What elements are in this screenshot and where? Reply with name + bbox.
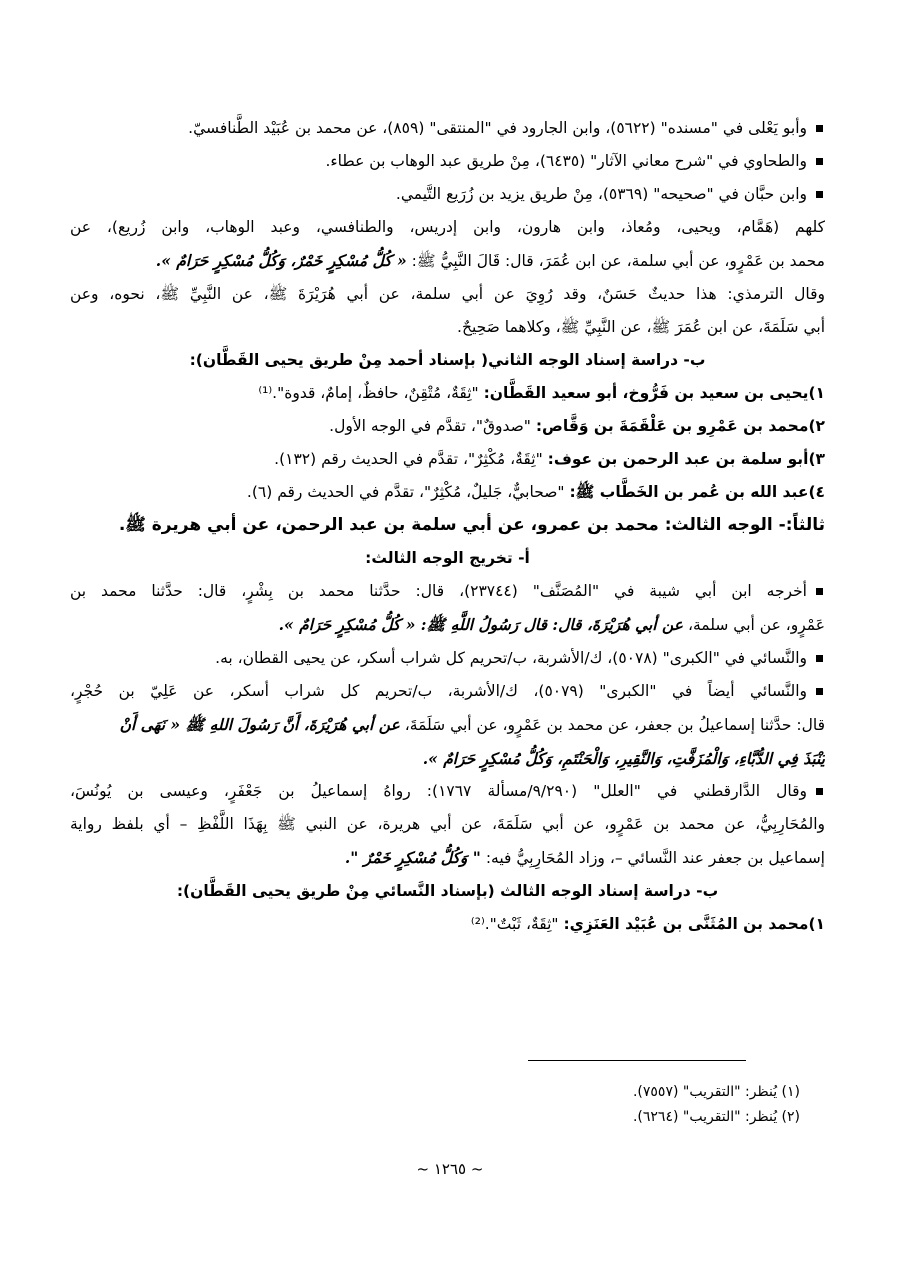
narrator-name: محمد بن المُثَنَّى بن عُبَيْد العَنَزِي: <box>563 915 809 933</box>
list-item: والطحاوي في "شرح معاني الآثار" (٦٤٣٥)، مِنْ طريق عبد الوهاب بن عطاء. <box>70 145 825 178</box>
bullet-icon <box>816 788 823 795</box>
paragraph-line: محمد بن عَمْرٍو، عن أبي سلمة، عن ابن عُمَرَ، قال: قَالَ النَّبِيُّ ﷺ: « كُلُّ مُسْكِرٍ خَمْرٌ، وَكُلُّ مُسْكِرٍ حَرَامٌ ». <box>155 251 825 270</box>
bullet-icon <box>816 191 823 198</box>
footnote: (٢) يُنظر: "التقريب" (٦٢٦٤). <box>632 1109 800 1125</box>
page-body <box>70 112 825 941</box>
narrator-item: ٤)عبد الله بن عُمر بن الخَطَّاب ﷺ: "صحابيٌّ، جَليلٌ، مُكْثِرٌ"، تقدَّم في الحديث رقم (٦). <box>246 483 825 501</box>
narrator-name: أبو سلمة بن عبد الرحمن بن عوف: <box>547 450 809 468</box>
narrator-name: يحيى بن سعيد بن فَرُّوخ، أبو سعيد القَطَّان: <box>483 384 809 402</box>
list-item-continuation: إسماعيل بن جعفر عند النَّسائي –، وزاد المُحَارِبِيُّ فيه: " وَكُلُّ مُسْكِرٍ خَمْرٌ ". <box>344 848 825 867</box>
bullet-icon <box>816 158 823 165</box>
bullet-icon <box>816 588 823 595</box>
hadith-text: يُنْبَذَ فِي الدُّبَّاءِ، وَالْمُزَفَّتِ، وَالنَّقِيرِ، وَالْحَنْتَمِ، وَكُلُّ مُسْكِرٍ حَرَامٌ ». <box>422 749 825 768</box>
narrator-name: عبد الله بن عُمر بن الخَطَّاب ﷺ: <box>569 483 809 501</box>
bullet-icon <box>816 688 823 695</box>
section-heading: ب- دراسة إسناد الوجه الثالث (بإسناد النَّسائي مِنْ طريق يحيى القَطَّان): <box>176 882 719 900</box>
list-item: وقال الدَّارقطني في "العلل" (٩/٢٩٠/مسألة ١٧٦٧): رواهُ إسماعيلُ بن جَعْفَرٍ، وعيسى بن يُونُسَ، <box>70 775 825 808</box>
footnote: (١) يُنظر: "التقريب" (٧٥٥٧). <box>632 1084 800 1100</box>
narrator-item: ١)محمد بن المُثَنَّى بن عُبَيْد العَنَزِي: "ثِقَةٌ، ثَبْتٌ".⁽²⁾ <box>470 915 825 933</box>
list-item-continuation: عَمْرٍو، عن أبي سلمة، عن أبي هُرَيْرَةَ، قال: قال رَسُولُ اللَّهِ ﷺ: « كُلُّ مُسْكِرٍ حَرَامٌ ». <box>278 615 825 634</box>
section-heading: ثالثاً:- الوجه الثالث: محمد بن عمرو، عن أبي سلمة بن عبد الرحمن، عن أبي هريرة ﷺ. <box>118 515 825 535</box>
list-item-continuation: قال: حدَّثنا إسماعيلُ بن جعفر، عن محمد بن عَمْرٍو، عن أبي سَلَمَةَ، عن أبي هُرَيْرَةَ، أَنَّ رَسُولَ اللهِ ﷺ « نَهَى أَنْ <box>119 715 825 734</box>
hadith-text: « كُلُّ مُسْكِرٍ خَمْرٌ، وَكُلُّ مُسْكِرٍ حَرَامٌ ». <box>155 251 407 270</box>
bullet-icon <box>816 655 823 662</box>
list-item: أخرجه ابن أبي شيبة في "المُصَنَّف" (٢٣٧٤٤)، قال: حدَّثنا محمد بن بِشْرٍ، قال: حدَّثنا محمد بن <box>70 575 825 608</box>
list-item: وابن حبَّان في "صحيحه" (٥٣٦٩)، مِنْ طريق يزيد بن زُرَيع التَّيمي. <box>70 178 825 211</box>
section-heading: أ- تخريج الوجه الثالث: <box>365 549 530 567</box>
hadith-text: عن أبي هُرَيْرَةَ، أَنَّ رَسُولَ اللهِ ﷺ « نَهَى أَنْ <box>119 715 400 734</box>
list-item: والنَّسائي أيضاً في "الكبرى" (٥٠٧٩)، ك/الأشربة، ب/تحريم كل شراب أسكر، عن عَلِيّ بن حُجْرٍ، <box>70 675 825 708</box>
hadith-text: " وَكُلُّ مُسْكِرٍ خَمْرٌ ". <box>344 848 481 867</box>
narrator-name: محمد بن عَمْرِو بن عَلْقَمَةَ بن وَقَّاص: <box>535 417 809 435</box>
paragraph-line: كلهم (هَمَّام، ويحيى، ومُعاذ، وابن هارون، وابن إدريس، والطنافسي، وعبد الوهاب، وابن زُريع)، عن <box>70 218 825 236</box>
footnote-separator <box>528 1060 746 1061</box>
paragraph-line: وقال الترمذي: هذا حديثٌ حَسَنٌ، وقد رُوِيَ عن أبي سلمة، عن أبي هُرَيْرَةَ ﷺ، عن النَّبِيِّ ﷺ، نحوه، وعن <box>70 285 825 303</box>
bullet-icon <box>816 125 823 132</box>
paragraph-line: أبي سَلَمَةَ، عن ابن عُمَرَ ﷺ، عن النَّبِيِّ ﷺ، وكلاهما صَحِيحٌ. <box>457 318 825 336</box>
narrator-item: ٢)محمد بن عَمْرِو بن عَلْقَمَةَ بن وَقَّاص: "صدوقٌ"، تقدَّم في الوجه الأول. <box>329 417 825 435</box>
narrator-item: ١)يحيى بن سعيد بن فَرُّوخ، أبو سعيد القَطَّان: "ثِقَةٌ، مُتْقِنٌ، حافظٌ، إمامٌ، قدوة".⁽¹⁾ <box>258 384 825 402</box>
page-number: ~ ١٢٦٥ ~ <box>416 1160 484 1178</box>
section-heading: ب- دراسة إسناد الوجه الثاني( بإسناد أحمد مِنْ طريق يحيى القَطَّان): <box>189 351 706 369</box>
list-item: والنَّسائي في "الكبرى" (٥٠٧٨)، ك/الأشربة، ب/تحريم كل شراب أسكر، عن يحيى القطان، به. <box>70 642 825 675</box>
narrator-item: ٣)أبو سلمة بن عبد الرحمن بن عوف: "ثِقَةٌ، مُكْثِرٌ"، تقدَّم في الحديث رقم (١٣٢). <box>274 450 825 468</box>
hadith-text: عن أبي هُرَيْرَةَ، قال: قال رَسُولُ اللَّهِ ﷺ: « كُلُّ مُسْكِرٍ حَرَامٌ ». <box>278 615 684 634</box>
list-item-continuation: والمُحَارِبِيُّ، عن محمد بن عَمْرٍو، عن أبي سَلَمَةَ، عن أبي هريرة، عن النبي ﷺ بِهَذَا اللَّفْظِ – أي بلفظ رواية <box>70 815 825 833</box>
list-item: وأبو يَعْلى في "مسنده" (٥٦٢٢)، وابن الجارود في "المنتقى" (٨٥٩)، عن محمد بن عُبَيْد الطَّنافسيّ. <box>70 112 825 145</box>
